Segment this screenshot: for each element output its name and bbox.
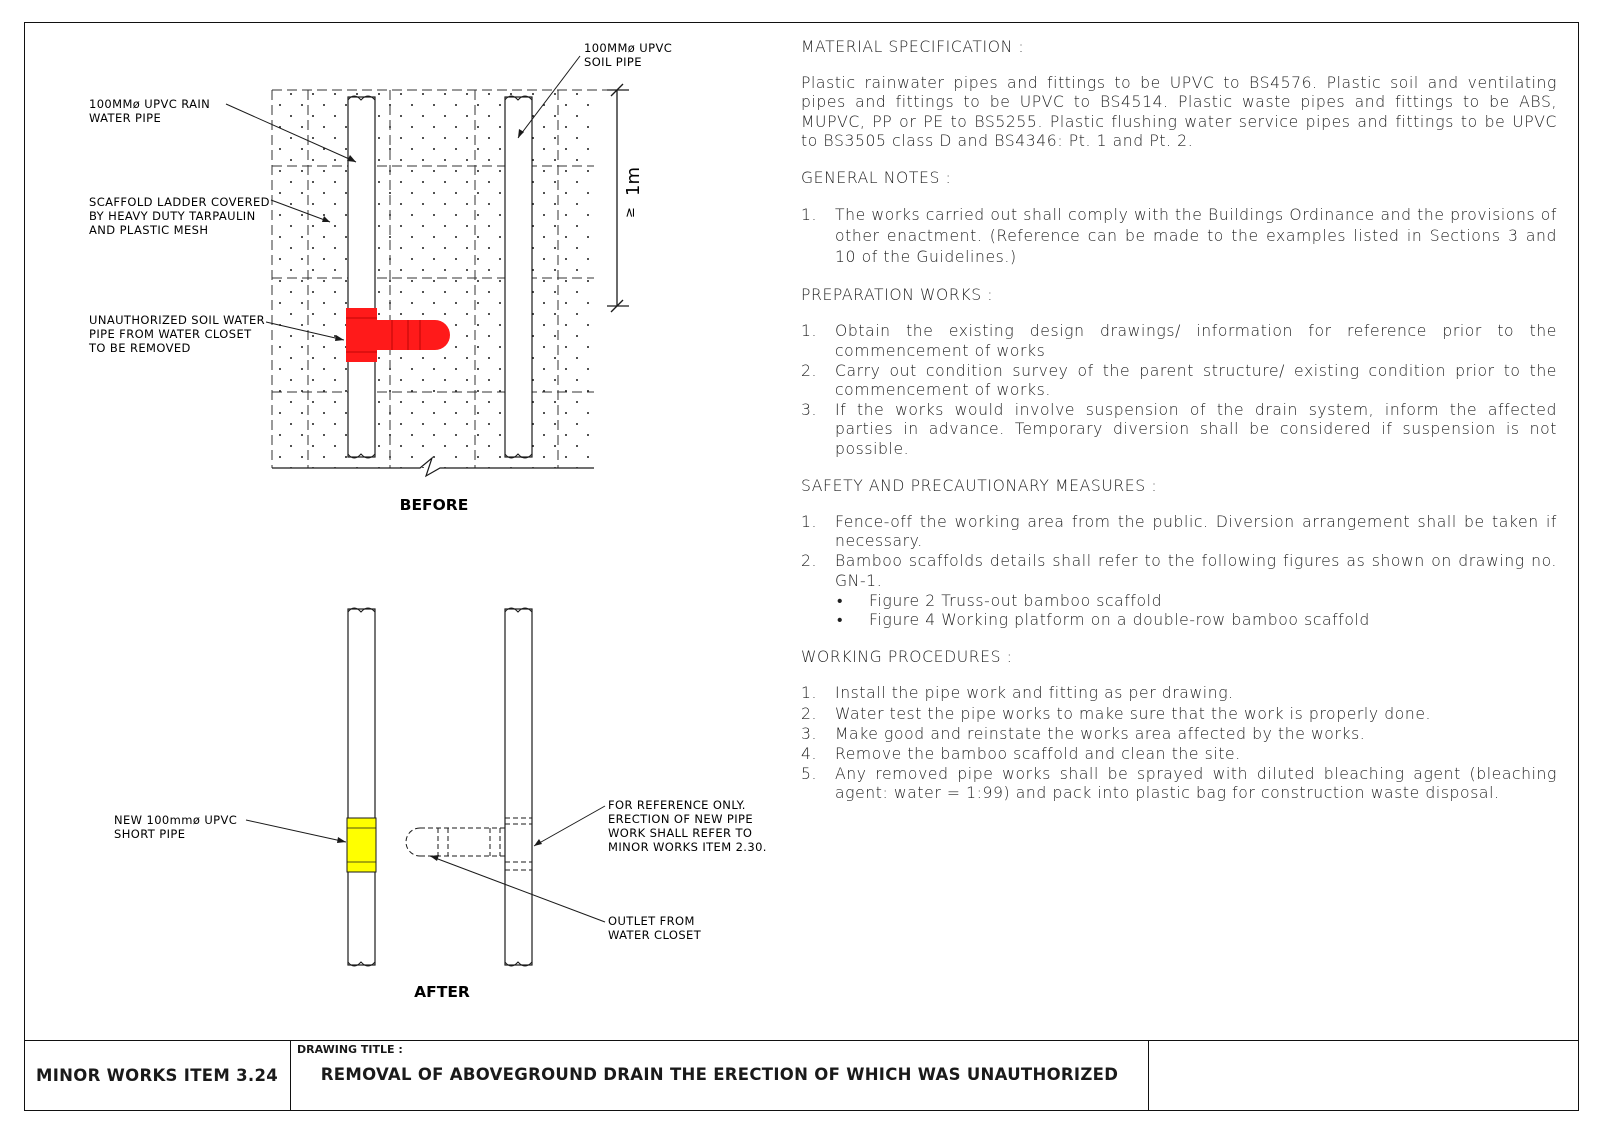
bullet-item: • Figure 4 Working platform on a double-row bamboo scaffold: [837, 611, 1370, 630]
drawing-title: REMOVAL OF ABOVEGROUND DRAIN THE ERECTION OF WHICH WAS UNAUTHORIZED: [320, 1065, 1119, 1084]
label-reference: FOR REFERENCE ONLY. ERECTION OF NEW PIPE WORK SHALL REFER TO MINOR WORKS ITEM 2.30.: [608, 798, 767, 854]
before-caption: BEFORE: [399, 496, 469, 514]
new-short-pipe-yellow: [347, 818, 376, 872]
after-leaders: [246, 806, 605, 922]
after-view: [114, 608, 767, 1001]
label-new-pipe: NEW 100mmø UPVC SHORT PIPE: [114, 813, 238, 841]
list-item: 1. Fence-off the working area from the public. Diversion arrangement shall be taken if necessary.: [801, 513, 1557, 551]
notes-panel: [801, 38, 1557, 805]
label-unauthorized: UNAUTHORIZED SOIL WATER PIPE FROM WATER CLOSET TO BE REMOVED: [89, 313, 266, 355]
general-list: [801, 205, 1557, 268]
procedures-heading: WORKING PROCEDURES :: [801, 648, 1013, 667]
list-item: 1. Obtain the existing design drawings/ information for reference prior to the commencement of works: [801, 322, 1557, 360]
dimension-label: 1m: [623, 167, 644, 196]
drawing-title-label: DRAWING TITLE :: [297, 1043, 403, 1056]
after-caption: AFTER: [414, 983, 470, 1001]
safety-heading: SAFETY AND PRECAUTIONARY MEASURES :: [801, 476, 1158, 495]
safety-bullets: [801, 592, 1557, 630]
after-rain-pipe: [348, 609, 375, 965]
list-item: 3. Make good and reinstate the works area affected by the works.: [801, 724, 1366, 743]
safety-list: [801, 513, 1557, 591]
safety-block: [801, 513, 1557, 630]
rain-water-pipe: [348, 97, 375, 457]
list-item: 1. Install the pipe work and fitting as per drawing.: [801, 684, 1234, 703]
bullet-item: • Figure 2 Truss-out bamboo scaffold: [837, 591, 1163, 610]
pipe-diagram: [0, 0, 790, 1040]
list-item: 2. Bamboo scaffolds details shall refer to the following figures as shown on drawing no. GN-1.: [801, 552, 1557, 590]
list-item: 5. Any removed pipe works shall be sprayed with diluted bleaching agent (bleaching agent: water = 1:99) and pack into plastic bag for construction waste disposal.: [801, 765, 1557, 803]
label-outlet: OUTLET FROM WATER CLOSET: [608, 914, 702, 942]
dimension-1m: [607, 84, 629, 312]
list-item: 3. If the works would involve suspension of the drain system, inform the affected parties in advance. Temporary diversion shall be considered if suspension is not possible.: [801, 401, 1557, 458]
soil-pipe: [505, 97, 532, 457]
label-rain-pipe: 100MMø UPVC RAIN WATER PIPE: [89, 97, 211, 125]
preparation-list: [801, 322, 1557, 458]
label-scaffold: SCAFFOLD LADDER COVERED BY HEAVY DUTY TARPAULIN AND PLASTIC MESH: [89, 195, 270, 237]
list-item: 2. Carry out condition survey of the parent structure/ existing condition prior to the commencement of works.: [801, 361, 1557, 400]
before-view: [88, 41, 676, 514]
title-block: [24, 1040, 1579, 1111]
list-item: 2. Water test the pipe works to make sure that the work is properly done.: [801, 704, 1432, 723]
minor-works-item: MINOR WORKS ITEM 3.24: [35, 1066, 279, 1085]
drawing-title-cell: [290, 1040, 1149, 1111]
after-soil-pipe: [505, 609, 532, 965]
list-item: 4. Remove the bamboo scaffold and clean the site.: [801, 745, 1241, 764]
general-heading: GENERAL NOTES :: [801, 169, 952, 188]
label-soil-pipe: 100MMø UPVC SOIL PIPE: [584, 41, 673, 69]
procedures-list: [801, 684, 1557, 803]
material-heading: MATERIAL SPECIFICATION :: [801, 38, 1025, 56]
title-block-blank: [1149, 1040, 1579, 1111]
dimension-suffix: ≥: [623, 207, 638, 218]
scaffold-area: [272, 90, 594, 468]
material-text: Plastic rainwater pipes and fittings to be UPVC to BS4576. Plastic soil and ventilating pipes and fittings to be UPVC to BS4514. Plastic waste pipes and fittings to be ABS, MUPVC, PP or PE to BS5255. Plastic flushing water service pipes and fittings to be UPVC to BS3505 class D and BS4346: Pt. 1 and Pt. 2.: [801, 74, 1557, 150]
preparation-heading: PREPARATION WORKS :: [801, 286, 994, 305]
list-item: 1. The works carried out shall comply with the Buildings Ordinance and the provisions of other enactment. (Reference can be made to the examples listed in Sections 3 and 10 of the Guidelines.): [801, 206, 1557, 267]
